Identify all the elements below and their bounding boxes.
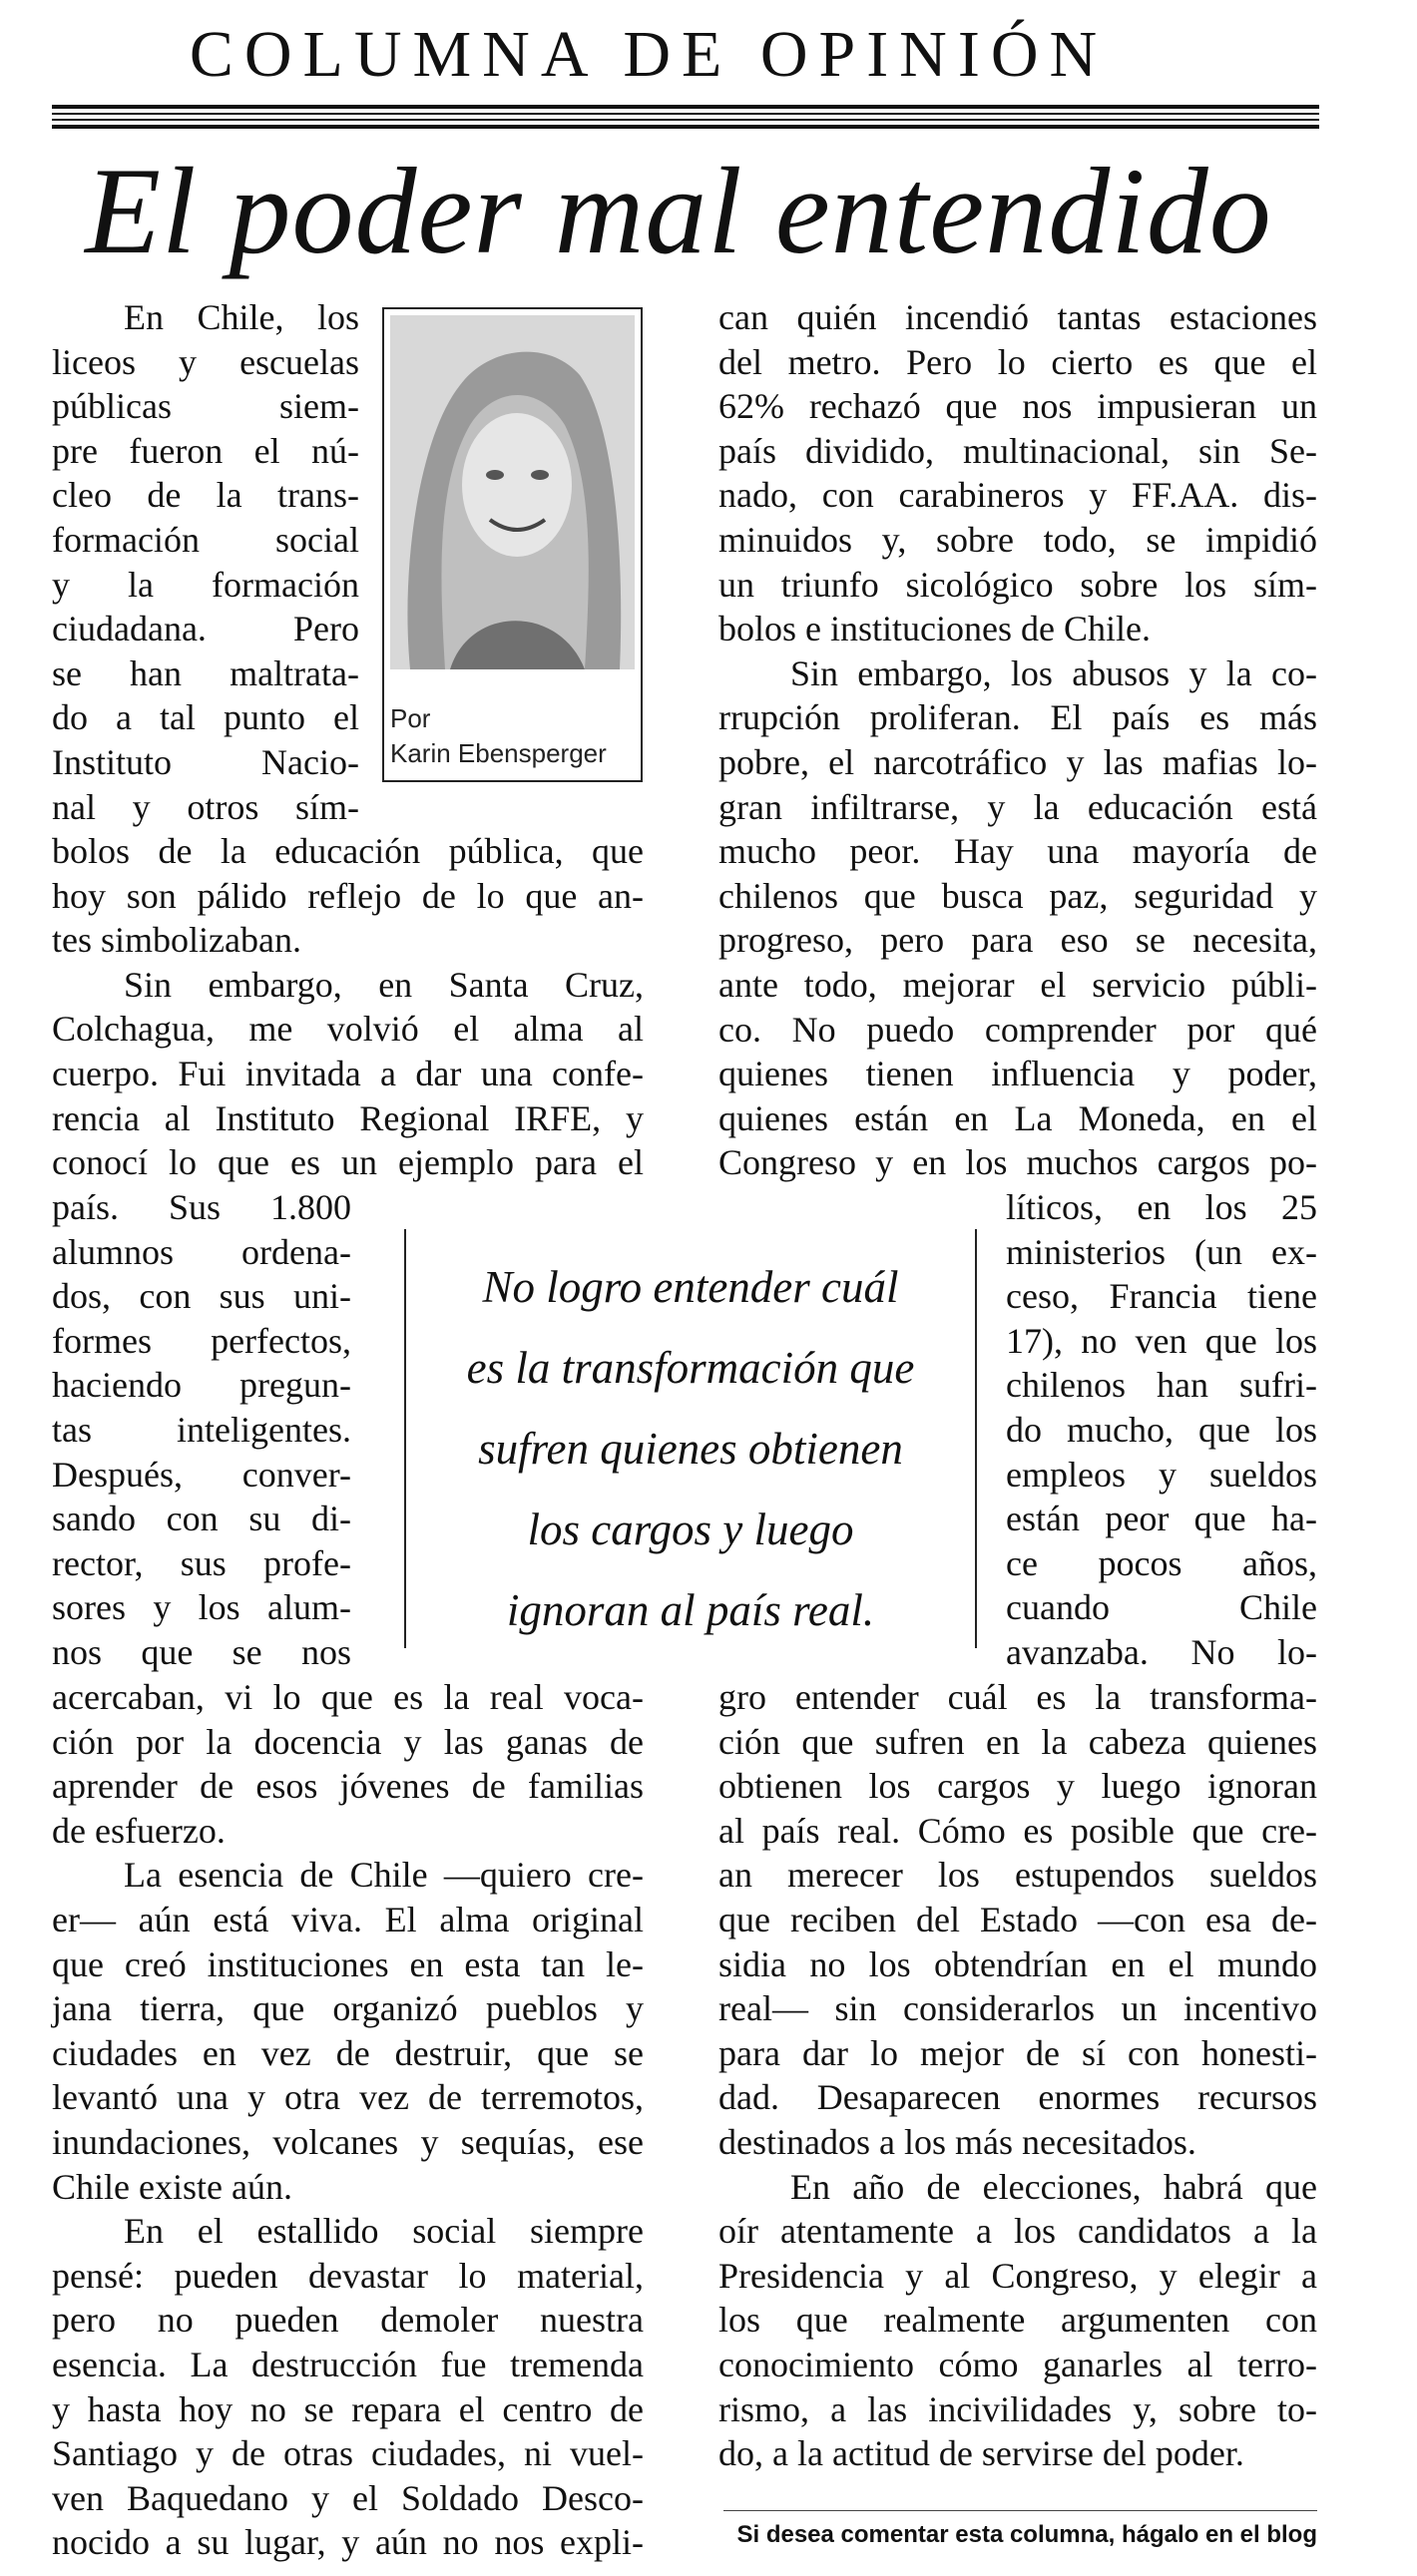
text-line: ciudades en vez de destruir, que se [52, 2032, 644, 2073]
text-line: ministerios (un ex- [1006, 1231, 1317, 1272]
text-line: En Chile, los [124, 297, 359, 337]
text-line: y hasta hoy no se repara el centro de [52, 2388, 644, 2429]
pull-quote-line: es la transformación que [466, 1343, 915, 1393]
text-line: pero no pueden demoler nuestra [52, 2300, 644, 2341]
author-photo [390, 315, 635, 669]
text-line: gran infiltrarse, y la educación está [718, 786, 1317, 827]
text-line: nos que se nos [52, 1631, 351, 1672]
text-line: al país real. Cómo es posible que cre- [718, 1810, 1317, 1851]
text-line: país. Sus 1.800 [52, 1187, 351, 1227]
text-line: destinados a los más necesitados. [718, 2121, 1196, 2162]
footer-rule [723, 2510, 1317, 2511]
text-line: ante todo, mejorar el servicio públi- [718, 964, 1317, 1005]
text-line: ceso, Francia tiene [1006, 1276, 1317, 1317]
byline-prefix: Por [390, 703, 431, 733]
text-line: nal y otros sím- [52, 786, 359, 827]
text-line: empleos y sueldos [1006, 1454, 1317, 1495]
text-line: En año de elecciones, habrá que [790, 2166, 1317, 2207]
text-line: cleo de la trans- [52, 475, 359, 516]
header-rule [52, 105, 1319, 109]
text-line: rrupción proliferan. El país es más [718, 697, 1317, 738]
text-line: acercaban, vi lo que es la real voca- [52, 1677, 644, 1717]
text-line: haciendo pregun- [52, 1365, 351, 1406]
text-line: quienes tienen influencia y poder, [718, 1054, 1317, 1094]
text-line: obtienen los cargos y luego ignoran [718, 1766, 1317, 1807]
pull-quote [404, 1229, 977, 1648]
text-line: hoy son pálido reflejo de lo que an- [52, 875, 644, 916]
text-line: conocimiento cómo ganarles al terro- [718, 2344, 1317, 2384]
text-line: pobre, el narcotráfico y las mafias lo- [718, 741, 1317, 782]
header-rule [52, 125, 1319, 129]
pull-quote-line: los cargos y luego [527, 1504, 854, 1554]
text-line: formes perfectos, [52, 1320, 351, 1361]
text-line: levantó una y otra vez de terremotos, [52, 2077, 644, 2118]
text-line: Colchagua, me volvió el alma al [52, 1009, 644, 1050]
text-line: alumnos ordena- [52, 1231, 351, 1272]
text-line: Chile existe aún. [52, 2166, 292, 2207]
text-line: y la formación [52, 564, 359, 605]
text-line: pre fueron el nú- [52, 430, 359, 471]
text-line: dos, con sus uni- [52, 1276, 351, 1317]
text-line: ven Baquedano y el Soldado Desco- [52, 2477, 644, 2518]
text-line: avanzaba. No lo- [1006, 1631, 1317, 1672]
author-photo-box [382, 307, 643, 782]
text-line: país dividido, multinacional, sin Se- [718, 430, 1317, 471]
text-line: cuerpo. Fui invitada a dar una confe- [52, 1053, 644, 1093]
pull-quote-line: sufren quienes obtienen [478, 1424, 903, 1474]
header-rule [52, 119, 1319, 121]
text-line: quienes están en La Moneda, en el [718, 1097, 1317, 1138]
text-line: ción que sufren en la cabeza quienes [718, 1721, 1317, 1762]
text-line: 62% rechazó que nos impusieran un [718, 386, 1317, 427]
column-1-bottom [52, 1675, 644, 2565]
text-line: La esencia de Chile —quiero cre- [124, 1855, 644, 1896]
text-line: 17), no ven que los [1006, 1320, 1317, 1361]
header-rule [52, 113, 1319, 115]
text-line: tas inteligentes. [52, 1409, 351, 1450]
text-line: rencia al Instituto Regional IRFE, y [52, 1097, 644, 1138]
text-line: En el estallido social siempre [124, 2211, 644, 2252]
text-line: aprender de esos jóvenes de familias [52, 1766, 644, 1807]
text-line: bolos de la educación pública, que [52, 831, 644, 871]
text-line: públicas siem- [52, 386, 359, 427]
text-line: oír atentamente a los candidatos a la [718, 2211, 1317, 2252]
text-line: Sin embargo, en Santa Cruz, [124, 964, 644, 1005]
text-line: do, a la actitud de servirse del poder. [718, 2433, 1244, 2474]
text-line: Presidencia y al Congreso, y elegir a [718, 2255, 1317, 2296]
column-2-bottom [718, 1675, 1317, 2476]
blog-comment-note: Si desea comentar esta columna, hágalo en el blog [736, 2521, 1317, 2548]
text-line: ce pocos años, [1006, 1542, 1317, 1583]
text-line: mucho peor. Hay una mayoría de [718, 831, 1317, 872]
text-line: gro entender cuál es la transforma- [718, 1677, 1317, 1717]
text-line: sores y los alum- [52, 1587, 351, 1628]
text-line: nado, con carabineros y FF.AA. dis- [718, 475, 1317, 516]
text-line: can quién incendió tantas estaciones [718, 297, 1317, 337]
text-line: nocido a su lugar, y aún no nos expli- [52, 2522, 644, 2563]
text-line: un triunfo sicológico sobre los sím- [718, 564, 1317, 605]
text-line: formación social [52, 519, 359, 560]
text-line: que reciben del Estado —con esa de- [718, 1899, 1317, 1939]
text-line: esencia. La destrucción fue tremenda [52, 2344, 644, 2384]
text-line: real— sin considerarlos un incentivo [718, 1988, 1317, 2029]
headline: El poder mal entendido [85, 143, 1272, 279]
text-line: do mucho, que los [1006, 1409, 1317, 1450]
text-line: chilenos que busca paz, seguridad y [718, 875, 1317, 916]
column-1-narrow [52, 1185, 351, 1675]
text-line: Santiago y de otras ciudades, ni vuel- [52, 2433, 644, 2474]
text-line: del metro. Pero lo cierto es que el [718, 341, 1317, 382]
text-line: rismo, a las incivilidades y, sobre to- [718, 2388, 1317, 2429]
text-line: que creó instituciones en esta tan le- [52, 1943, 644, 1984]
column-2-narrow [1006, 1185, 1317, 1675]
pull-quote-line: No logro entender cuál [482, 1262, 899, 1312]
text-line: minuidos y, sobre todo, se impidió [718, 519, 1317, 560]
author-portrait-icon [390, 315, 635, 669]
column-1-middle [52, 829, 644, 1185]
text-line: pensé: pueden devastar lo material, [52, 2255, 644, 2296]
text-line: an merecer los estupendos sueldos [718, 1855, 1317, 1896]
text-line: sidia no los obtendrían en el mundo [718, 1943, 1317, 1984]
pull-quote-line: ignoran al país real. [506, 1585, 875, 1635]
text-line: co. No puedo comprender por qué [718, 1009, 1317, 1050]
text-line: tes simbolizaban. [52, 920, 301, 961]
text-line: cuando Chile [1006, 1587, 1317, 1628]
text-line: Instituto Nacio- [52, 741, 359, 782]
text-line: ciudadana. Pero [52, 609, 359, 649]
text-line: sando con su di- [52, 1499, 351, 1539]
column-1-top [52, 295, 359, 829]
text-line: se han maltrata- [52, 652, 359, 693]
byline-author: Karin Ebensperger [390, 738, 607, 768]
text-line: bolos e instituciones de Chile. [718, 609, 1151, 649]
text-line: do a tal punto el [52, 697, 359, 738]
text-line: chilenos han sufri- [1006, 1365, 1317, 1406]
text-line: los que realmente argumenten con [718, 2300, 1317, 2341]
text-line: líticos, en los 25 [1006, 1187, 1317, 1227]
text-line: rector, sus profe- [52, 1542, 351, 1583]
column-2-top [718, 295, 1317, 1185]
text-line: Sin embargo, los abusos y la co- [790, 652, 1317, 693]
section-title: COLUMNA DE OPINIÓN [189, 18, 1109, 91]
text-line: inundaciones, volcanes y sequías, ese [52, 2121, 644, 2162]
text-line: dad. Desaparecen enormes recursos [718, 2077, 1317, 2118]
text-line: están peor que ha- [1006, 1499, 1317, 1539]
text-line: ción por la docencia y las ganas de [52, 1721, 644, 1762]
text-line: de esfuerzo. [52, 1810, 226, 1851]
text-line: conocí lo que es un ejemplo para el [52, 1142, 644, 1183]
text-line: Después, conver- [52, 1454, 351, 1495]
text-line: er— aún está viva. El alma original [52, 1899, 644, 1939]
text-line: jana tierra, que organizó pueblos y [52, 1988, 644, 2029]
text-line: Congreso y en los muchos cargos po- [718, 1142, 1317, 1183]
text-line: para dar lo mejor de sí con honesti- [718, 2032, 1317, 2073]
text-line: liceos y escuelas [52, 341, 359, 382]
text-line: progreso, pero para eso se necesita, [718, 920, 1317, 961]
